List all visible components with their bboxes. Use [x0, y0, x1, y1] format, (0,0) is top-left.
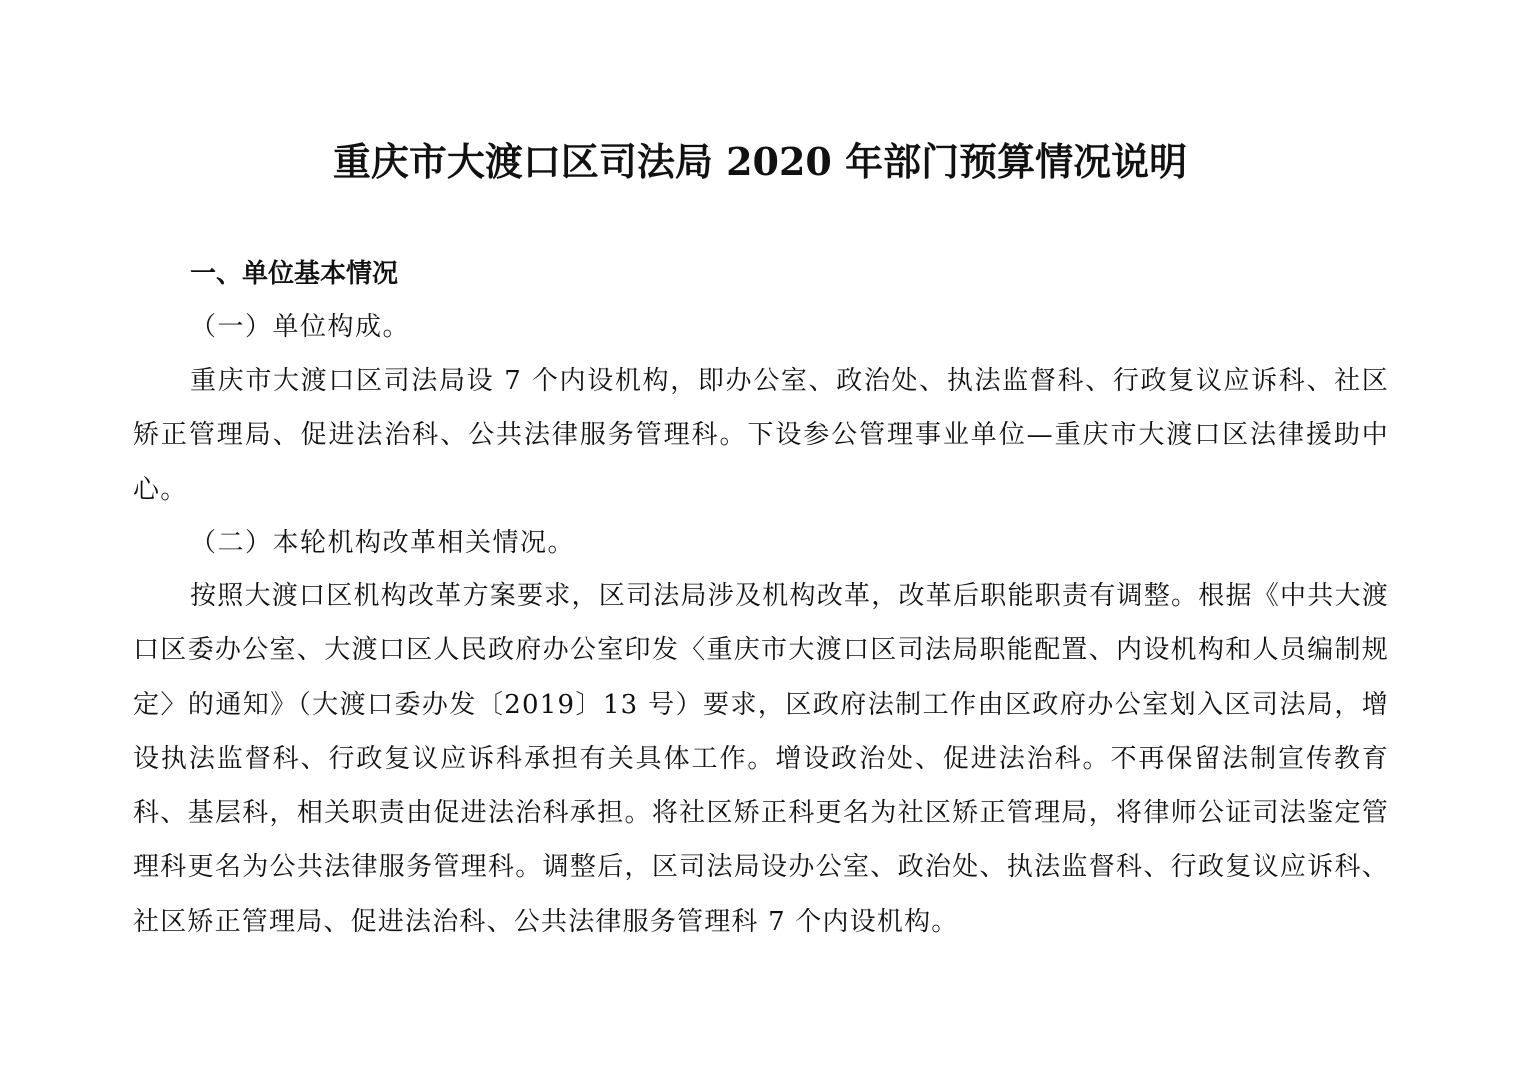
paragraph-reform: 按照大渡口区机构改革方案要求，区司法局涉及机构改革，改革后职能职责有调整。根据《中共大渡口区委办公室、大渡口区人民政府办公室印发〈重庆市大渡口区司法局职能配置、内设机构和人员编制规定〉的通知》（大渡口委办发〔2019〕13 号）要求，区政府法制工作由区政府办公室划入区司法局，增设执法监督科、行政复议应诉科承担有关具体工作。增设政治处、促进法治科。不再保留法制宣传教育科、基层科，相关职责由促进法治科承担。将社区矫正科更名为社区矫正管理局，将律师公证司法鉴定管理科更名为公共法律服务管理科。调整后，区司法局设办公室、政治处、执法监督科、行政复议应诉科、社区矫正管理局、促进法治科、公共法律服务管理科 7 个内设机构。	[133, 581, 1389, 937]
paragraph-composition: 重庆市大渡口区司法局设 7 个内设机构，即办公室、政治处、执法监督科、行政复议应诉科、社区矫正管理局、促进法治科、公共法律服务管理科。下设参公管理事业单位—重庆市大渡口区法律援助中心。	[133, 366, 1389, 505]
section-heading-basic-info: 一、单位基本情况	[190, 259, 399, 289]
document-title: 重庆市大渡口区司法局 2020 年部门预算情况说明	[332, 139, 1188, 184]
subsection-heading-composition: （一）单位构成。	[190, 312, 411, 342]
subsection-heading-reform: （二）本轮机构改革相关情况。	[190, 528, 576, 558]
